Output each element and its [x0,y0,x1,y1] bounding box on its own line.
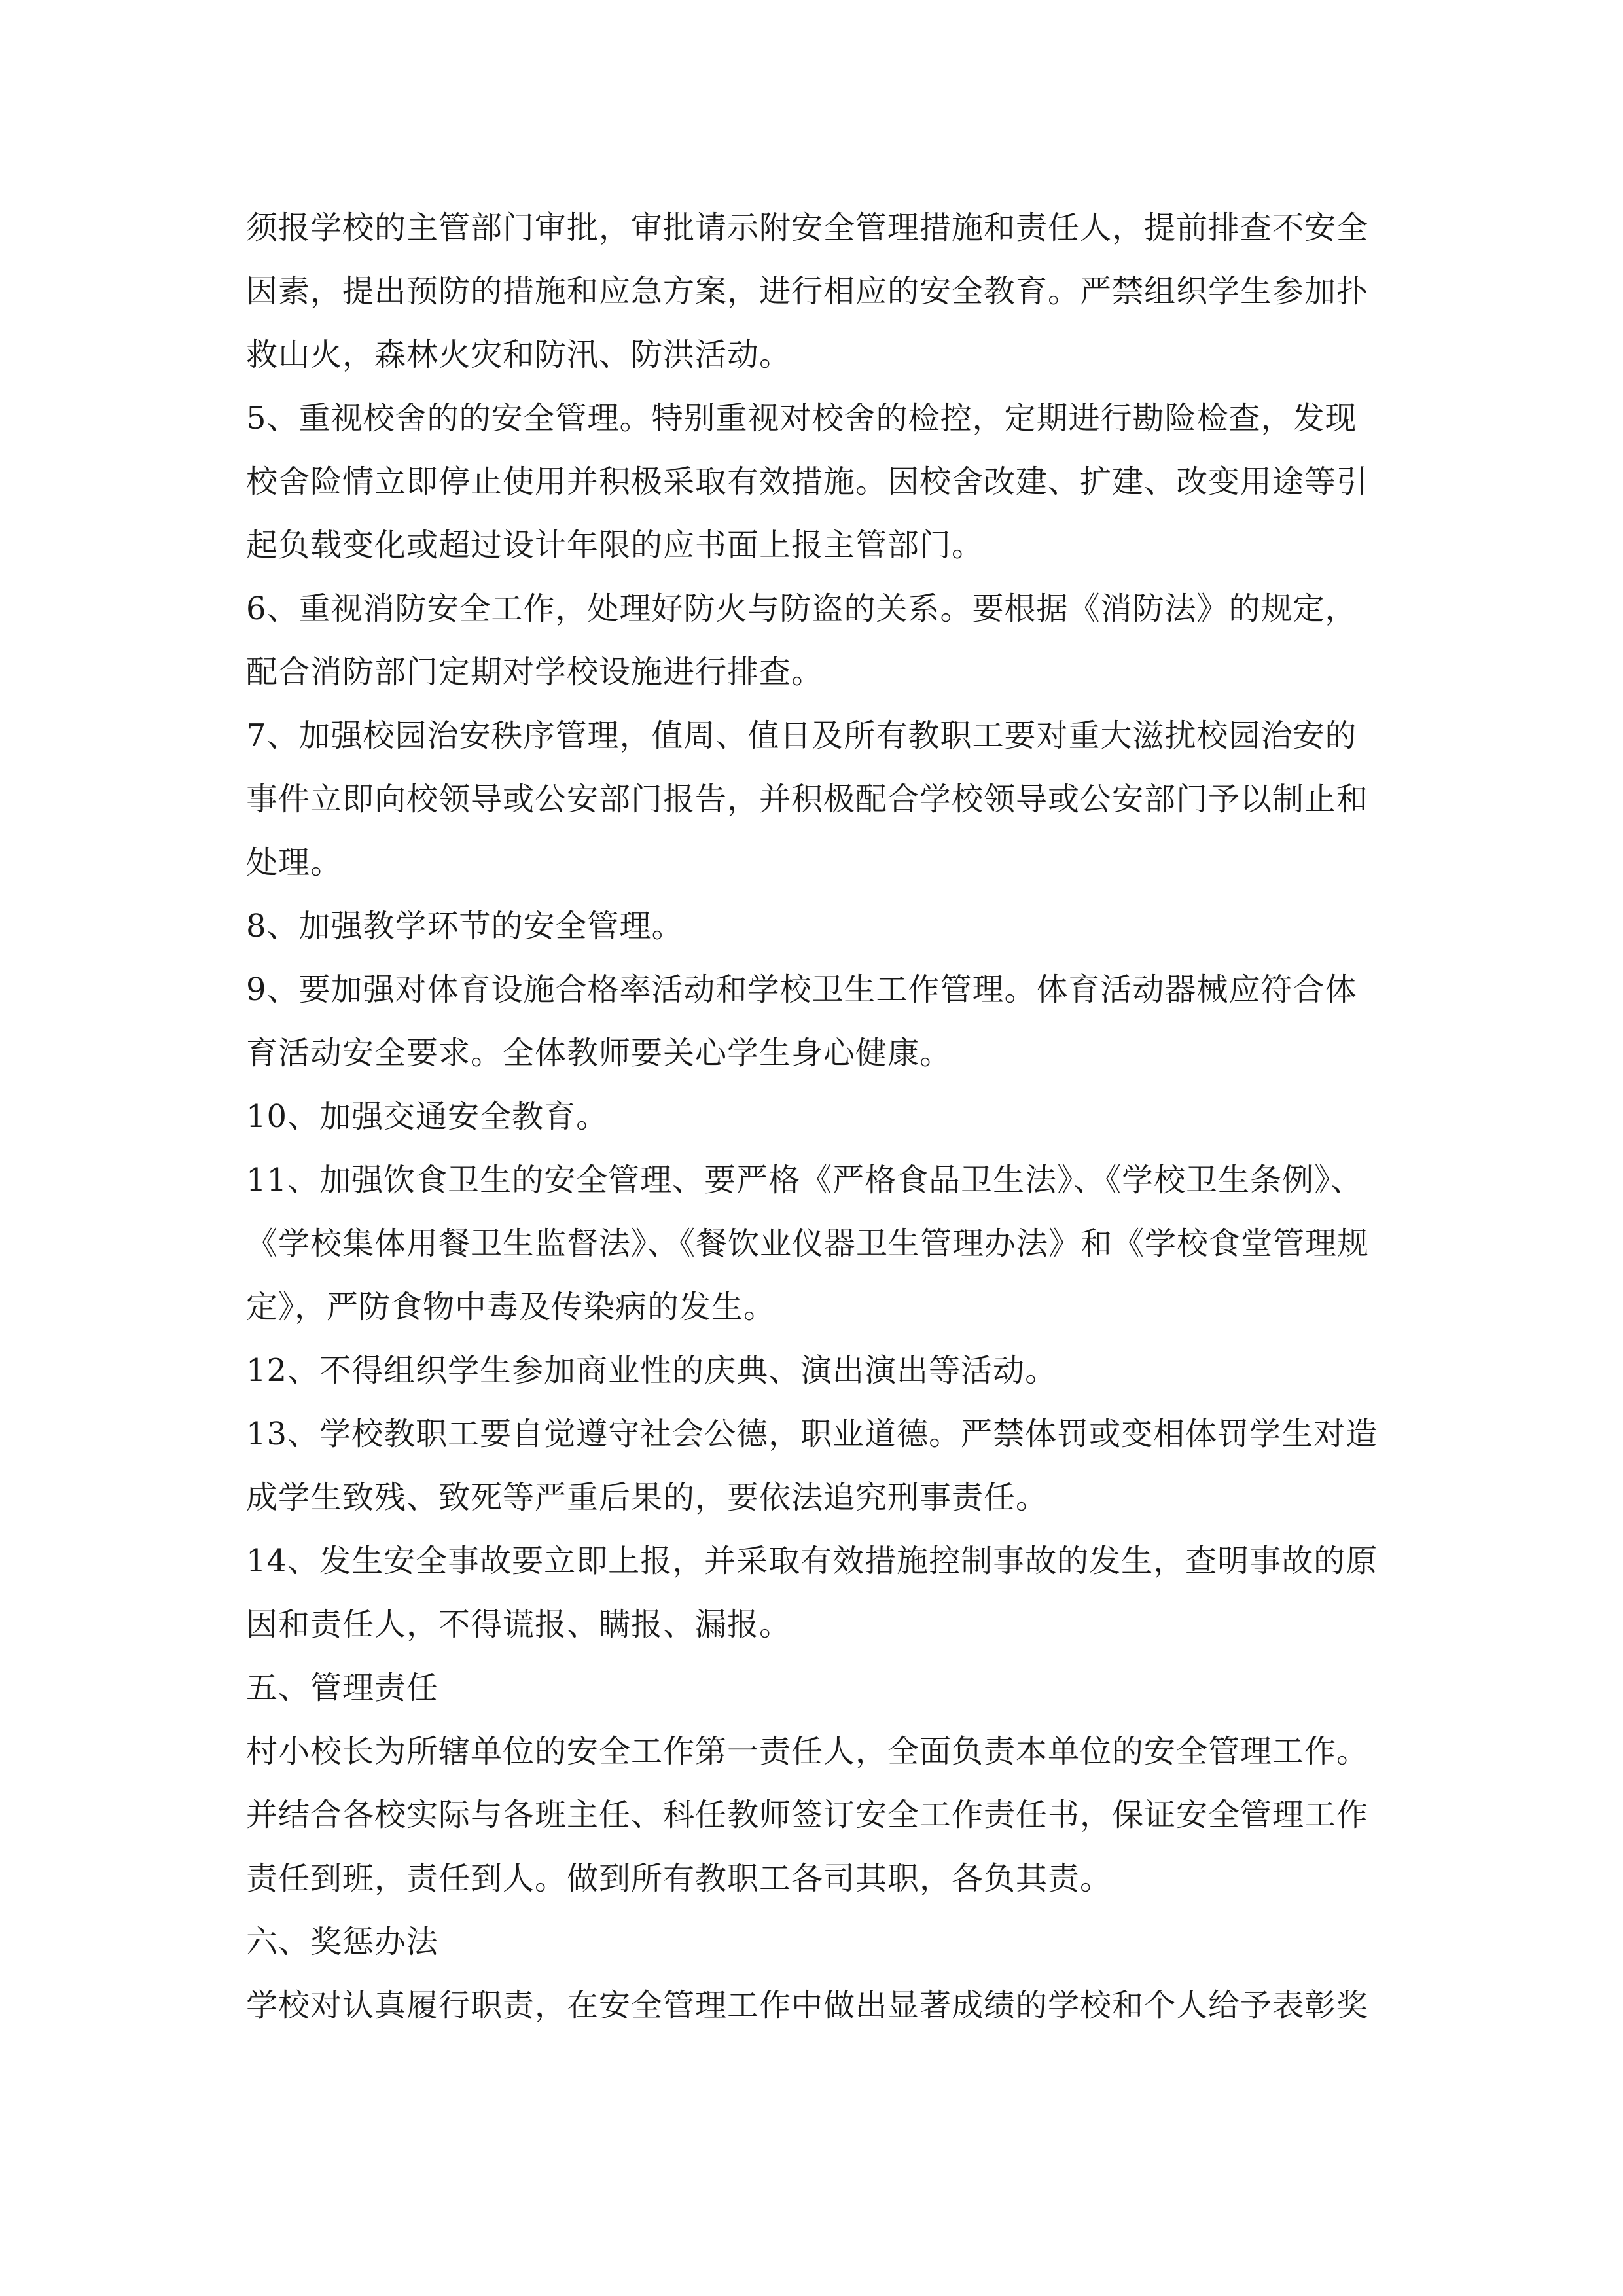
paragraph-item-11: 11、加强饮食卫生的安全管理、要严格《严格食品卫生法》、《学校卫生条例》、 《学校集体用餐卫生监督法》、《餐饮业仪器卫生管理办法》和《学校食堂管理规 定》，严防食物中毒及传染病的发生。 [246,1162,1370,1325]
paragraph-item-9: 9、要加强对体育设施合格率活动和学校卫生工作管理。体育活动器械应符合体 育活动安全要求。全体教师要关心学生身心健康。 [246,971,1357,1071]
paragraph-item-8: 8、加强教学环节的安全管理。 [246,908,684,944]
section-heading-responsibility: 五、管理责任 [246,1670,439,1706]
document-body [246,196,1398,2037]
paragraph-item-6: 6、重视消防安全工作，处理好防火与防盗的关系。要根据《消防法》的规定， 配合消防部门定期对学校设施进行排查。 [246,590,1357,691]
paragraph-responsibility: 村小校长为所辖单位的安全工作第一责任人，全面负责本单位的安全管理工作。 并结合各校实际与各班主任、科任教师签订安全工作责任书，保证安全管理工作 责任到班，责任到人。做到所有教职工各司其职，各负其责。 [246,1733,1369,1897]
paragraph-item-10: 10、加强交通安全教育。 [246,1098,609,1135]
paragraph-item-7: 7、加强校园治安秩序管理，值周、值日及所有教职工要对重大滋扰校园治安的 事件立即向校领导或公安部门报告，并积极配合学校领导或公安部门予以制止和 处理。 [246,717,1369,881]
paragraph-rewards: 学校对认真履行职责，在安全管理工作中做出显著成绩的学校和个人给予表彰奖 [246,1987,1369,2024]
paragraph-item-12: 12、不得组织学生参加商业性的庆典、演出演出等活动。 [246,1352,1058,1389]
section-heading-rewards: 六、奖惩办法 [246,1924,439,1960]
paragraph-item-13: 13、学校教职工要自觉遵守社会公德，职业道德。严禁体罚或变相体罚学生对造 成学生致残、致死等严重后果的，要依法追究刑事责任。 [246,1416,1378,1516]
paragraph-approval-continuation: 须报学校的主管部门审批，审批请示附安全管理措施和责任人，提前排查不安全 因素，提出预防的措施和应急方案，进行相应的安全教育。严禁组织学生参加扑 救山火，森林火灾和防汛、防洪活动。 [246,209,1369,373]
paragraph-item-5: 5、重视校舍的的安全管理。特别重视对校舍的检控，定期进行勘险检查，发现 校舍险情立即停止使用并积极采取有效措施。因校舍改建、扩建、改变用途等引 起负载变化或超过设计年限的应书面上报主管部门。 [246,400,1369,564]
paragraph-item-14: 14、发生安全事故要立即上报，并采取有效措施控制事故的发生，查明事故的原 因和责任人，不得谎报、瞒报、漏报。 [246,1543,1378,1643]
